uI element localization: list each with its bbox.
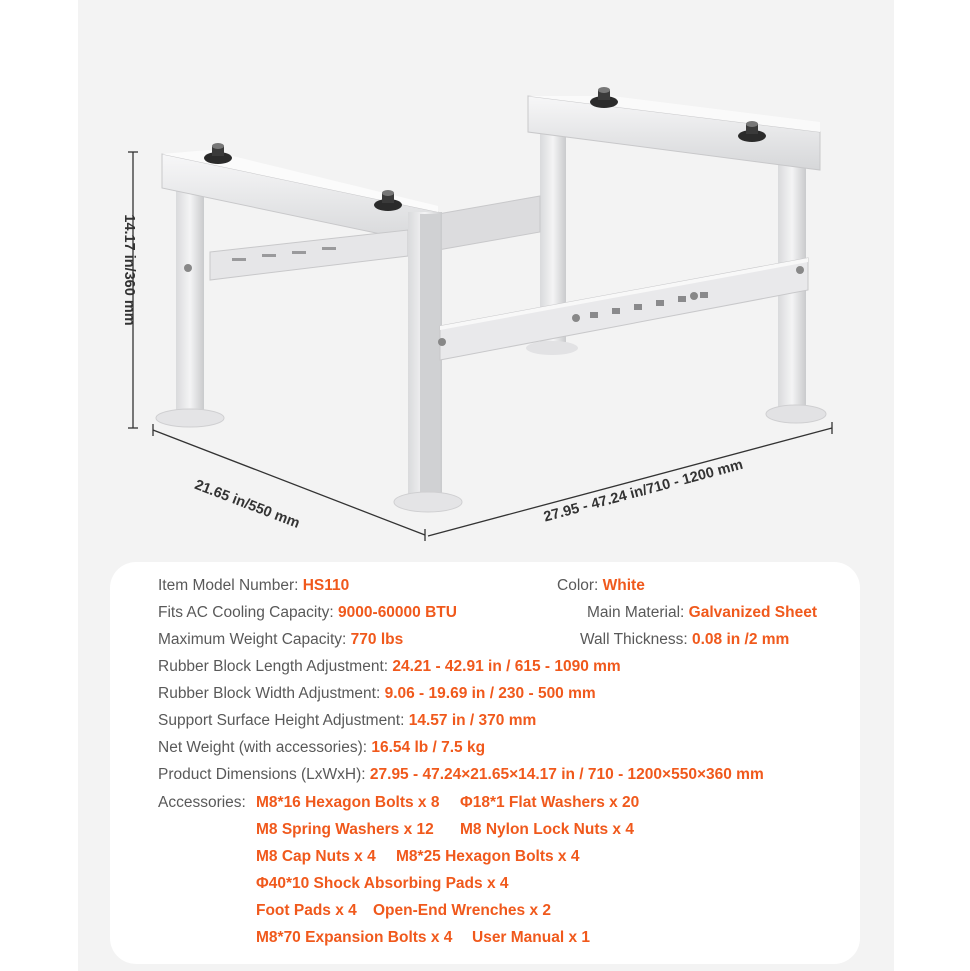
spec-height-adjustment: Support Surface Height Adjustment: 14.57 in / 370 mm	[158, 712, 537, 729]
spec-color: Color: White	[557, 577, 645, 594]
depth-dimension-label: 21.65 in/550 mm	[192, 477, 302, 532]
accessory-item: Φ40*10 Shock Absorbing Pads x 4	[256, 875, 509, 892]
accessory-item: M8*70 Expansion Bolts x 4	[256, 929, 453, 946]
accessory-item: M8 Cap Nuts x 4	[256, 848, 376, 865]
spec-product-dimensions: Product Dimensions (LxWxH): 27.95 - 47.24×21.65×14.17 in / 710 - 1200×550×360 mm	[158, 766, 764, 783]
spec-material: Main Material: Galvanized Sheet	[587, 604, 818, 621]
accessories-label: Accessories:	[158, 794, 246, 811]
spec-wall-thickness: Wall Thickness: 0.08 in /2 mm	[580, 631, 790, 648]
spec-width-adjustment: Rubber Block Width Adjustment: 9.06 - 19.69 in / 230 - 500 mm	[158, 685, 596, 702]
accessory-item: M8 Spring Washers x 12	[256, 821, 434, 838]
spec-net-weight: Net Weight (with accessories): 16.54 lb / 7.5 kg	[158, 739, 486, 756]
accessory-item: M8*16 Hexagon Bolts x 8	[256, 794, 440, 811]
accessory-item: M8 Nylon Lock Nuts x 4	[460, 821, 634, 838]
width-dimension-label: 27.95 - 47.24 in/710 - 1200 mm	[542, 456, 745, 526]
spec-length-adjustment: Rubber Block Length Adjustment: 24.21 - 42.91 in / 615 - 1090 mm	[158, 658, 621, 675]
spec-capacity: Fits AC Cooling Capacity: 9000-60000 BTU	[158, 604, 457, 621]
accessory-item: Φ18*1 Flat Washers x 20	[460, 794, 640, 811]
height-dimension-label: 14.17 in/360 mm	[121, 214, 137, 326]
accessory-item: M8*25 Hexagon Bolts x 4	[396, 848, 580, 865]
spec-weight-capacity: Maximum Weight Capacity: 770 lbs	[158, 631, 404, 648]
spec-model: Item Model Number: HS110	[158, 577, 350, 594]
accessory-item: User Manual x 1	[472, 929, 591, 946]
accessory-item: Open-End Wrenches x 2	[373, 902, 552, 919]
accessory-item: Foot Pads x 4	[256, 902, 357, 919]
